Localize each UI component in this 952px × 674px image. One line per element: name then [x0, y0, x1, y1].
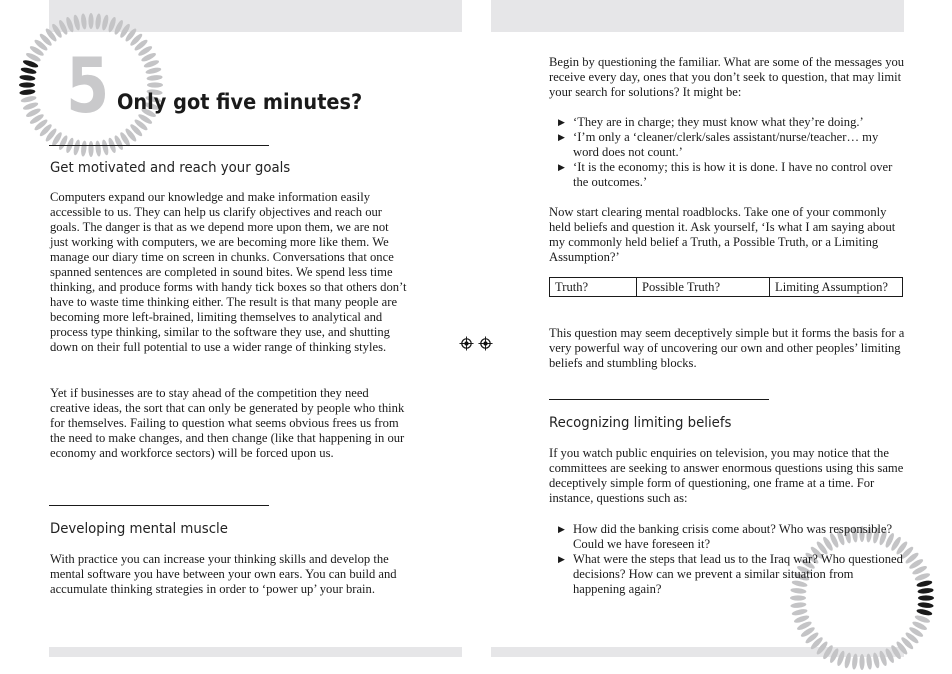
registration-mark-icon	[478, 336, 493, 351]
ring-petal	[146, 74, 162, 81]
section-divider	[549, 399, 769, 400]
chapter-number: 5	[66, 41, 110, 130]
ring-petal	[791, 608, 808, 617]
ring-petal-dark	[19, 82, 35, 87]
ring-petal	[843, 652, 852, 669]
ring-petal-dark	[917, 602, 933, 609]
ring-petal	[20, 95, 37, 104]
belief-classification-table	[549, 277, 903, 297]
paragraph-enquiries: If you watch public enquiries on television, you may notice that the committees are seeking to answer enormous questions using this same deceptively simple form of questioning, one frame at a time. For instance, questions such as:	[549, 446, 904, 505]
ring-petal	[872, 652, 881, 669]
paragraph-question: This question may seem deceptively simple but it forms the basis for a very powerful way of uncovering our own and other peoples’ limiting beliefs and stumbling blocks.	[549, 326, 905, 370]
paragraph: Yet if businesses are to stay ahead of the competition they need creative ideas, the sort that can only be generated by people who think for themselves. Failing to question what seems obvious frees us from the need to make changes, and then change (like that happening in our economy and workforce sectors) will be forced upon us.	[50, 386, 405, 460]
table-cell-limiting-assumption: Limiting Assumption?	[770, 278, 903, 297]
bullet-triangle-icon: ▶	[558, 554, 565, 564]
section-divider	[49, 145, 269, 146]
ring-petal	[95, 140, 102, 156]
ring-petal	[88, 13, 93, 29]
ring-petal	[851, 653, 858, 669]
paragraph: With practice you can increase your thinking skills and develop the mental software you have between your own ears. You can build and accumulate thinking strategies in order to ‘power up’ your brain.	[50, 552, 397, 596]
ring-petal	[101, 139, 110, 156]
ring-petal	[866, 653, 873, 669]
ring-petal	[72, 14, 81, 31]
bottom-band-left	[49, 647, 462, 657]
bullet-triangle-icon: ▶	[558, 117, 565, 127]
list-item: ▶ ‘They are in charge; they must know what they’re doing.’	[558, 115, 864, 129]
ring-petal	[101, 14, 110, 31]
list-item: ▶ ‘I’m only a ‘cleaner/clerk/sales assistant/nurse/teacher… my word does not count.’	[558, 130, 879, 159]
ring-petal	[72, 139, 81, 156]
section-heading-mental-muscle: Developing mental muscle	[50, 521, 228, 537]
ring-petal	[95, 13, 102, 29]
registration-mark-icon	[459, 336, 474, 351]
ring-petal	[145, 66, 162, 75]
ring-petal	[790, 602, 806, 609]
paragraph-roadblocks: Now start clearing mental roadblocks. Take one of your commonly held beliefs and question it. Ask yourself, ‘Is what I am saying about my commonly held belief a Truth, a Possible Truth, or a Limiting Assumption?’	[549, 205, 896, 264]
ring-petal-dark	[917, 587, 933, 594]
ring-petal	[88, 141, 93, 157]
paragraph-intro: Begin by questioning the familiar. What are some of the messages you receive every day, ones that you don’t seek to question, that may limit your search for solutions? It might be:	[549, 55, 905, 99]
ring-petal-dark	[918, 595, 934, 600]
ring-petal	[859, 654, 864, 670]
paragraph: Computers expand our knowledge and make information easily accessible to us. They can help us clarify objectives and reach our goals. The danger is that as we depend more upon them, we are not just working with computers, we are becoming more like them. We manage our diary time on screen in chunks. Conversations that once spanned sentences are completed in sound bites. We spend less time thinking, and produce forms with handy tick boxes so that others don’t have to waste time thinking either. The result is that many people are becoming more left-brained, limiting themselves to analytical and process type thinking, similar to the software they use, and shutting down on their full potential to use a wider range of thinking styles.	[50, 190, 407, 354]
bullet-list-messages	[558, 115, 903, 190]
ring-petal-dark	[916, 608, 933, 617]
ring-petal-dark	[19, 74, 35, 81]
list-item: ▶ How did the banking crisis come about? Who was responsible? Could we have foreseen it?	[558, 522, 893, 551]
table-cell-possible-truth: Possible Truth?	[637, 278, 770, 297]
top-band-right	[491, 0, 904, 32]
table-cell-truth: Truth?	[550, 278, 637, 297]
chapter-title: Only got five minutes?	[117, 90, 363, 114]
ring-petal	[80, 13, 87, 29]
ring-petal-dark	[916, 579, 933, 588]
section-heading-motivation: Get motivated and reach your goals	[50, 160, 291, 176]
list-item: ▶ ‘It is the economy; this is how it is done. I have no control over the outcomes.’	[558, 160, 893, 189]
ring-petal	[147, 82, 163, 87]
bullet-triangle-icon: ▶	[558, 524, 565, 534]
table-row	[550, 278, 903, 297]
ring-petal-dark	[19, 89, 35, 96]
ring-petal	[80, 140, 87, 156]
section-divider	[49, 505, 269, 506]
list-item: ▶ What were the steps that lead us to the Iraq war? Who questioned decisions? How can we prevent a similar situation from happening again?	[558, 552, 903, 596]
section-heading-limiting-beliefs: Recognizing limiting beliefs	[549, 415, 732, 431]
registration-marks	[459, 336, 493, 351]
bullet-triangle-icon: ▶	[558, 132, 565, 142]
bullet-list-questions	[558, 522, 903, 597]
ring-petal-dark	[20, 66, 37, 75]
bullet-triangle-icon: ▶	[558, 162, 565, 172]
